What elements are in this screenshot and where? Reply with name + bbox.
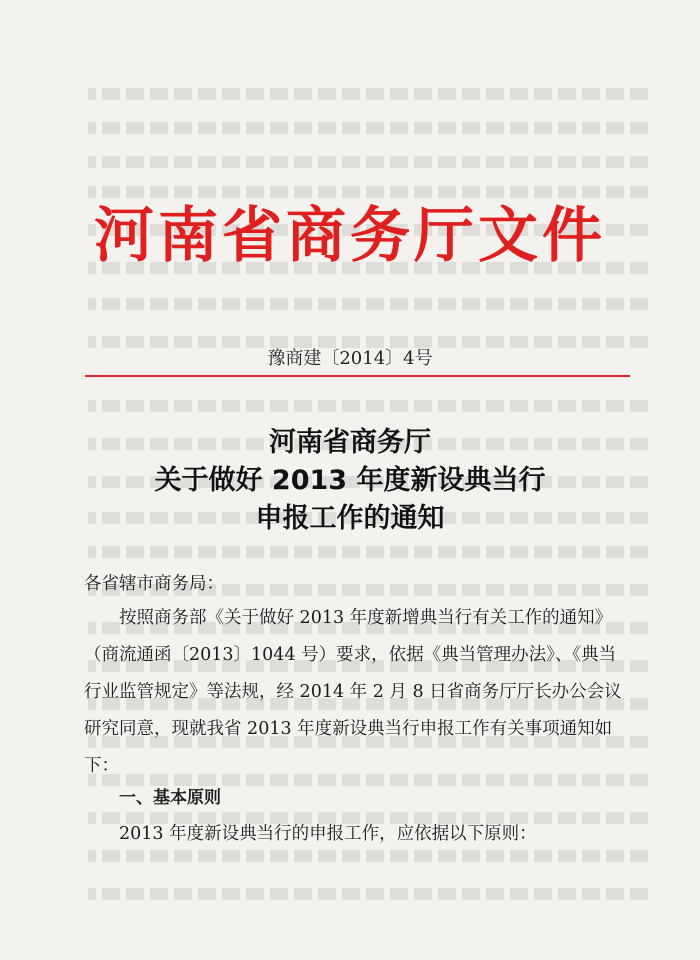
bleed-through-line bbox=[88, 122, 648, 134]
notice-title-line-1: 河南省商务厅 bbox=[269, 427, 431, 458]
notice-title-line-3: 申报工作的通知 bbox=[255, 503, 445, 534]
bleed-through-line bbox=[88, 156, 648, 168]
red-divider-rule bbox=[85, 375, 630, 377]
body-paragraph-1: 按照商务部《关于做好 2013 年度新增典当行有关工作的通知》（商流通函〔2013〕1044 号）要求，依据《典当管理办法》、《典当行业监管规定》等法规，经 2014 年 2 月 8 日省商务厅厅长办公会议研究同意，现就我省 2013 年度新设典当行申报工作有关事项通知如下： bbox=[84, 608, 622, 776]
bleed-through-line bbox=[88, 546, 648, 558]
bleed-through-line bbox=[88, 298, 648, 310]
bleed-through-line bbox=[88, 888, 648, 900]
body-paragraph-2: 2013 年度新设典当行的申报工作，应依据以下原则： bbox=[119, 824, 537, 844]
document-number: 豫商建〔2014〕4号 bbox=[267, 348, 433, 369]
bleed-through-line bbox=[88, 88, 648, 100]
notice-title bbox=[0, 424, 700, 538]
bleed-through-line bbox=[88, 400, 648, 412]
bleed-through-line bbox=[88, 850, 648, 862]
notice-title-line-2: 关于做好 2013 年度新设典当行 bbox=[154, 465, 546, 496]
salutation: 各省辖市商务局： bbox=[84, 574, 224, 594]
section-heading-basic-principles: 一、基本原则 bbox=[119, 788, 221, 808]
agency-header-title: 河南省商务厅文件 bbox=[94, 201, 606, 271]
